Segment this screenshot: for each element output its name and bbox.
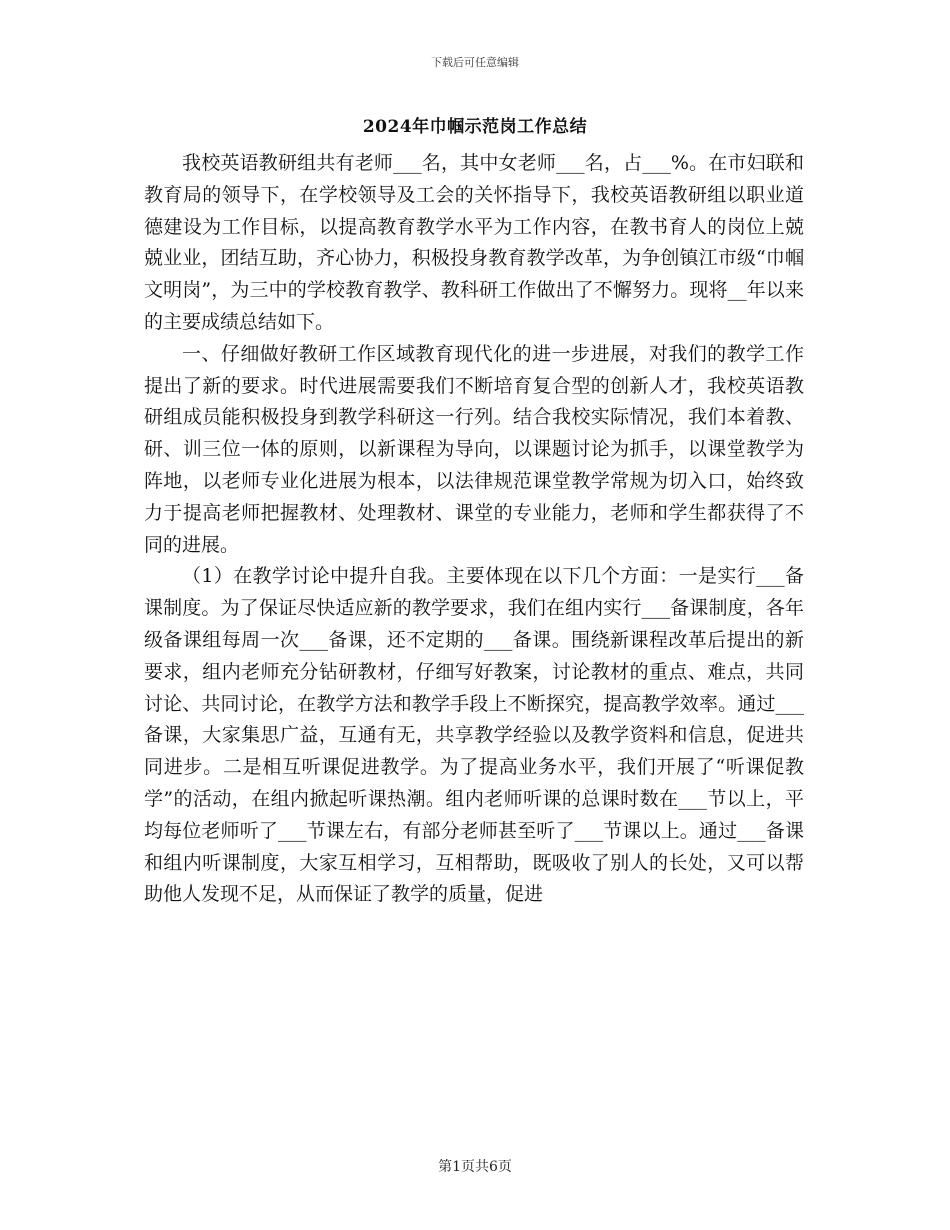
paragraph-subsection-one: （1）在教学讨论中提升自我。主要体现在以下几个方面：一是实行___备课制度。为了保证尽快适应新的教学要求，我们在组内实行___备课制度，各年级备课组每周一次___备课，还不定期的___备课。围绕新课程改革后提出的新要求，组内老师充分钻研教材，仔细写好教案，讨论教材的重点、难点，共同讨论、共同讨论，在教学方法和教学手段上不断探究，提高教学效率。通过___备课，大家集思广益，互通有无，共享教学经验以及教学资料和信息，促进共同进步。二是相互听课促进教学。为了提高业务水平，我们开展了“听课促教学”的活动，在组内掀起听课热潮。组内老师听课的总课时数在___节以上，平均每位老师听了___节课左右，有部分老师甚至听了___节课以上。通过___备课和组内听课制度，大家互相学习，互相帮助，既吸收了别人的长处，又可以帮助他人发现不足，从而保证了教学的质量，促进 [144,565,804,906]
paragraph-intro: 我校英语教研组共有老师___名，其中女老师___名，占___%。在市妇联和教育局的领导下，在学校领导及工会的关怀指导下，我校英语教研组以职业道德建设为工作目标，以提高教育教学水平为工作内容，在教书育人的岗位上兢兢业业，团结互助，齐心协力，积极投身教育教学改革，为争创镇江市级“巾帼文明岗”，为三中的学校教育教学、教科研工作做出了不懈努力。现将__年以来的主要成绩总结如下。 [144,152,804,333]
page-number: 第1页共6页 [438,1159,512,1175]
header-note: 下载后可任意编辑 [431,56,519,69]
document-body [144,148,804,911]
paragraph-section-one: 一、仔细做好教研工作区域教育现代化的进一步进展，对我们的教学工作提出了新的要求。时代进展需要我们不断培育复合型的创新人才，我校英语教研组成员能积极投身到教学科研这一行列。结合我校实际情况，我们本着教、研、训三位一体的原则，以新课程为导向，以课题讨论为抓手，以课堂教学为阵地，以老师专业化进展为根本，以法律规范课堂教学常规为切入口，始终致力于提高老师把握教材、处理教材、课堂的专业能力，老师和学生都获得了不同的进展。 [144,342,804,556]
document-title: 2024年巾帼示范岗工作总结 [362,117,588,137]
